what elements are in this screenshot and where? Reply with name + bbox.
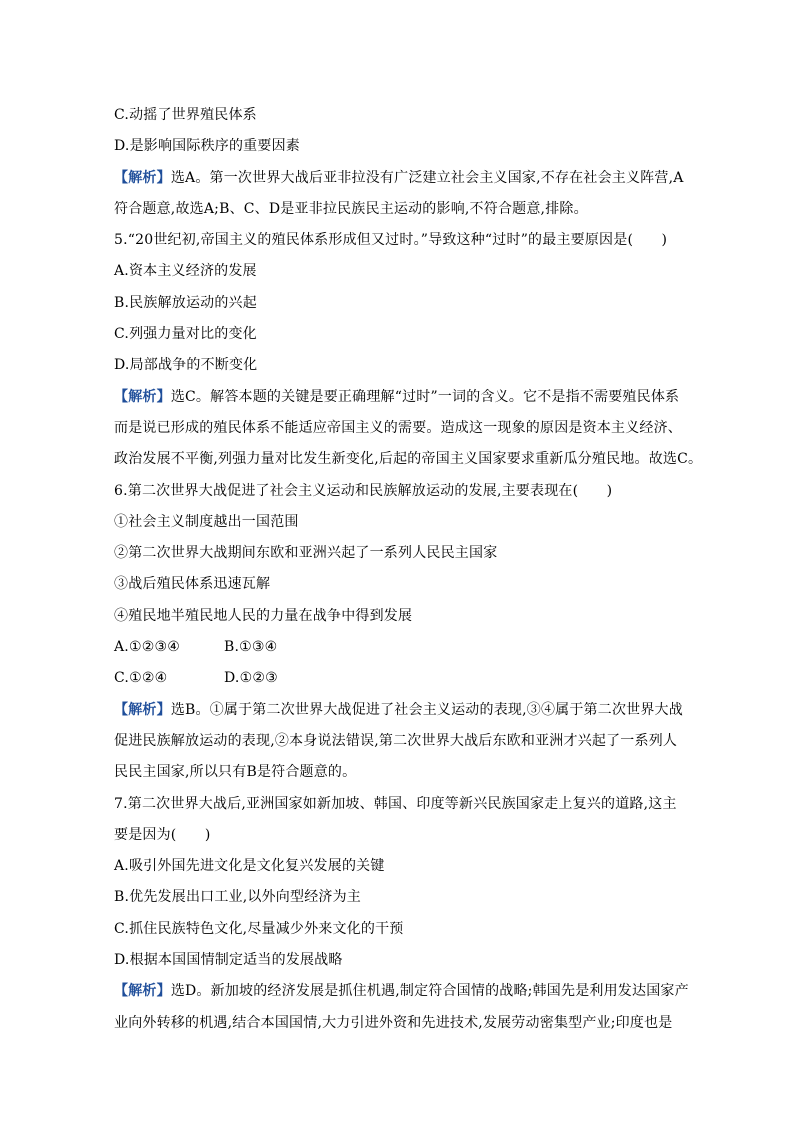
analysis-label: 【解析】 <box>114 388 171 405</box>
text-line: ④殖民地半殖民地人民的力量在战争中得到发展 <box>114 607 413 624</box>
analysis-text: 选A。第一次世界大战后亚非拉没有广泛建立社会主义国家,不存在社会主义阵营,A <box>170 169 684 186</box>
text-line: 而是说已形成的殖民体系不能适应帝国主义的需要。造成这一现象的原因是资本主义经济、 <box>114 419 682 436</box>
text-line: D.是影响国际秩序的重要因素 <box>114 138 300 155</box>
text-line: 要是因为( ) <box>114 826 211 843</box>
text-line: ②第二次世界大战期间东欧和亚洲兴起了一系列人民民主国家 <box>114 545 498 562</box>
text-line: C.动摇了世界殖民体系 <box>114 107 257 123</box>
analysis-label: 【解析】 <box>114 169 171 186</box>
text-line: B.优先发展出口工业,以外向型经济为主 <box>114 889 361 906</box>
analysis-line <box>114 976 689 1007</box>
text-line: ①社会主义制度越出一国范围 <box>114 513 299 530</box>
text-line: 5.“20世纪初,帝国主义的殖民体系形成但又过时。”导致这种“过时”的最主要原因是( ) <box>114 232 668 249</box>
option-left: A.①②③④ <box>114 639 180 656</box>
text-line: ③战后殖民体系迅速瓦解 <box>114 576 271 593</box>
analysis-text: 选C。解答本题的关键是要正确理解“过时”一词的含义。它不是指不需要殖民体系 <box>170 388 680 405</box>
option-left: C.①②④ <box>114 670 168 687</box>
text-line: 民民主国家,所以只有B是符合题意的。 <box>114 764 357 781</box>
text-line: 促进民族解放运动的表现,②本身说法错误,第二次世界大战后东欧和亚洲才兴起了一系列人 <box>114 732 678 749</box>
option-row <box>114 663 686 694</box>
option-row <box>114 632 686 663</box>
text-line: A.吸引外国先进文化是文化复兴发展的关键 <box>114 858 385 875</box>
text-line: 政治发展不平衡,列强力量对比发生新变化,后起的帝国主义国家要求重新瓜分殖民地。故选C。 <box>114 451 703 468</box>
text-line: D.根据本国国情制定适当的发展战略 <box>114 952 343 969</box>
text-line: 业向外转移的机遇,结合本国国情,大力引进外资和先进技术,发展劳动密集型产业;印度也是 <box>114 1014 673 1031</box>
analysis-label: 【解析】 <box>114 983 171 1000</box>
text-line: 符合题意,故选A;B、C、D是亚非拉民族民主运动的影响,不符合题意,排除。 <box>114 200 588 217</box>
text-line: B.民族解放运动的兴起 <box>114 294 257 311</box>
text-line: C.列强力量对比的变化 <box>114 326 257 343</box>
text-line: D.局部战争的不断变化 <box>114 357 258 374</box>
text-line: A.资本主义经济的发展 <box>114 263 257 280</box>
analysis-line <box>114 163 686 194</box>
analysis-text: 选B。①属于第二次世界大战促进了社会主义运动的表现,③④属于第二次世界大战 <box>170 701 683 718</box>
analysis-text: 选D。新加坡的经济发展是抓住机遇,制定符合国情的战略;韩国先是利用发达国家产 <box>170 983 689 1000</box>
analysis-line <box>114 695 686 726</box>
option-right: B.①③④ <box>224 639 278 656</box>
analysis-line <box>114 382 686 413</box>
text-line: C.抓住民族特色文化,尽量减少外来文化的干预 <box>114 920 404 937</box>
analysis-label: 【解析】 <box>114 701 171 718</box>
text-line: 6.第二次世界大战促进了社会主义运动和民族解放运动的发展,主要表现在( ) <box>114 482 613 499</box>
document-body <box>114 100 703 1039</box>
text-line: 7.第二次世界大战后,亚洲国家如新加坡、韩国、印度等新兴民族国家走上复兴的道路,这主 <box>114 795 677 812</box>
option-right: D.①②③ <box>224 670 278 687</box>
